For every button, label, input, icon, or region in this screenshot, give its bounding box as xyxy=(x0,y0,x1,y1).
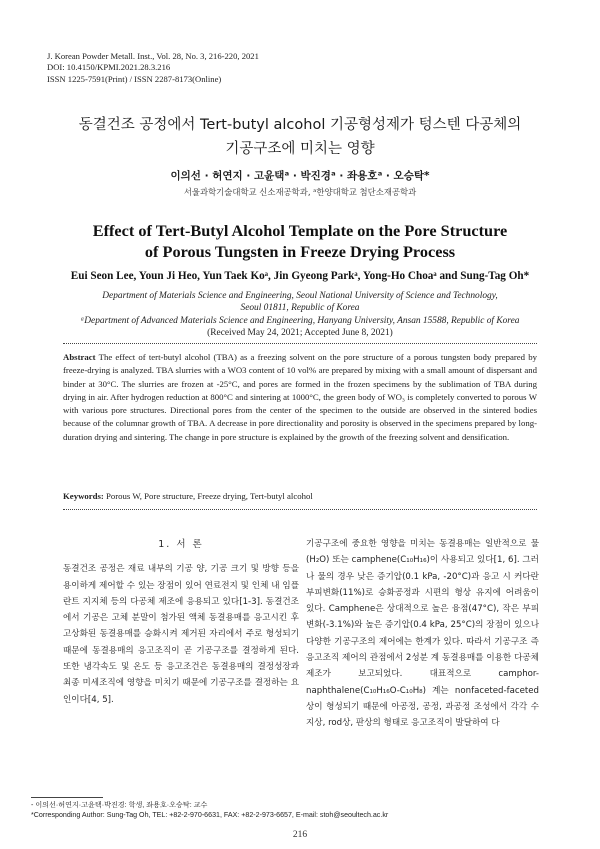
journal-issn: ISSN 1225-7591(Print) / ISSN 2287-8173(Online) xyxy=(47,73,222,84)
section-heading: 1. 서 론 xyxy=(158,539,204,550)
korean-title xyxy=(40,113,560,161)
footnote-names: - 이의선·허연지·고윤택·박진경: 학생, 좌용호·오승탁: 교수 xyxy=(31,801,208,809)
journal-doi: DOI: 10.4150/KPMI.2021.28.3.216 xyxy=(47,62,171,73)
abstract-block xyxy=(63,351,537,444)
english-authors: Eui Seon Lee, Youn Ji Heo, Yun Taek Koᵃ, Jin Gyeong Parkᵃ, Yong-Ho Choaᵃ and Sung-Tag Oh* xyxy=(70,270,530,282)
abstract-top-rule xyxy=(63,343,537,344)
english-affiliation xyxy=(40,290,560,340)
footnote-corresponding: *Corresponding Author: Sung-Tag Oh, TEL: +82-2-970-6631, FAX: +82-2-973-6657, E-mail: stoh@seoultech.ac.kr xyxy=(31,811,389,819)
journal-header xyxy=(47,51,347,85)
left-column-text: 동결건조 공정은 재료 내부의 기공 양, 기공 크기 및 방향 등을 용이하게 제어할 수 있는 장점이 있어 연료전지 및 인체 내 임플란트 지지체 등의 다공체 제조에 응용되고 있다[1-3]. 동결건조에서 기공은 고체 분말이 첨가된 액체 동결용매를 응고시킨 후 고상화된 동결용매를 승화시켜 제거된 자리에서 주로 형성되기 때문에 동결용매의 응고조직이 곧 기공구조를 결정하게 된다. 또한 냉각속도 및 온도 등 응고조건은 동결용매의 결정성장과 최종 미세조직에 영향을 미치기 때문에 기공구조를 결정하는 요인이다[4, 5]. xyxy=(63,564,299,705)
left-column xyxy=(63,537,299,708)
abstract-bottom-rule xyxy=(63,509,537,510)
affiliation-line1: Department of Materials Science and Engineering, Seoul National University of Science and Technology, xyxy=(102,291,498,301)
affiliation-line2: Seoul 01811, Republic of Korea xyxy=(240,303,360,314)
korean-title-line2: 기공구조에 미치는 영향 xyxy=(225,141,375,157)
right-column xyxy=(306,536,539,732)
english-title-line2: of Porous Tungsten in Freeze Drying Process xyxy=(144,242,456,261)
abstract-text: The effect of tert-butyl alcohol (TBA) as a freezing solvent on the pore structure of a porous tungsten body prepared by freeze-drying is analyzed. TBA slurries with a WO3 content of 10 vol% are prepared by mixing with a small amount of dispersant and binder at 30°C. The slurries are frozen at -25°C, and pores are formed in the frozen specimens by the sublimation of TBA during drying in air. After hydrogen reduction at 800°C and sintering at 1000°C, the green body of WO₃ is completely converted to porous W with various pore structures. Directional pores from the center of the specimen to the outside are observed in the sintered bodies because of the columnar growth of TBA. A decrease in pore directionality and porosity is observed in the specimens prepared by long-duration drying and sintering. The change in pore structure is explained by the growth of the freezing solvent and densification. xyxy=(63,352,537,442)
abstract-label: Abstract xyxy=(63,352,96,362)
keywords-text: Porous W, Pore structure, Freeze drying, Tert-butyl alcohol xyxy=(106,491,313,501)
english-title xyxy=(40,220,560,262)
korean-authors: 이의선 · 허연지 · 고윤택ᵃ · 박진경ᵃ · 좌용호ᵃ · 오승탁* xyxy=(170,170,430,182)
journal-citation: J. Korean Powder Metall. Inst., Vol. 28, No. 3, 216-220, 2021 xyxy=(47,51,259,61)
english-title-line1: Effect of Tert-Butyl Alcohol Template on the Pore Structure xyxy=(92,221,508,240)
keywords-label: Keywords: xyxy=(63,491,104,501)
korean-affiliation: 서울과학기술대학교 신소재공학과, ᵃ한양대학교 첨단소재공학과 xyxy=(183,187,417,197)
korean-title-line1: 동결건조 공정에서 Tert-butyl alcohol 기공형성제가 텅스텐 다공체의 xyxy=(78,117,522,133)
page-number: 216 xyxy=(292,830,308,840)
right-column-text: 기공구조에 중요한 영향을 미치는 동결용매는 일반적으로 물(H₂O) 또는 camphene(C₁₀H₁₆)이 사용되고 있다[1, 6]. 그러나 물의 경우 낮은 증기압(0.1 kPa, -20°C)과 응고 시 커다란 부피변화(11%)로 승화공정과 시편의 형상 유지에 어려움이 있다. Camphene은 상대적으로 높은 융점(47°C), 작은 부피변화(-3.1%)와 높은 증기압(0.4 kPa, 25°C)의 장점이 있으나 다양한 기공구조의 제어에는 한계가 있다. 따라서 기공구조 즉 응고조직 제어의 관점에서 2성분 계 동결용매를 이용한 다공체 제조가 보고되었다. 대표적으로 camphor-naphthalene(C₁₀H₁₆O-C₁₀H₈) 계는 nonfaceted-faceted 상이 형성되기 때문에 아공정, 공정, 과공정 조성에서 각각 수지상, rod상, 판상의 형태로 응고조직이 발달하여 다 xyxy=(306,539,539,729)
footnote-rule xyxy=(31,797,103,798)
received-dates: (Received May 24, 2021; Accepted June 8, 2021) xyxy=(207,328,393,339)
footnotes xyxy=(31,800,571,820)
affiliation-line3: ᵃDepartment of Advanced Materials Science and Engineering, Hanyang University, Ansan 15588, Republic of Korea xyxy=(80,315,520,326)
keywords-block xyxy=(63,491,537,501)
